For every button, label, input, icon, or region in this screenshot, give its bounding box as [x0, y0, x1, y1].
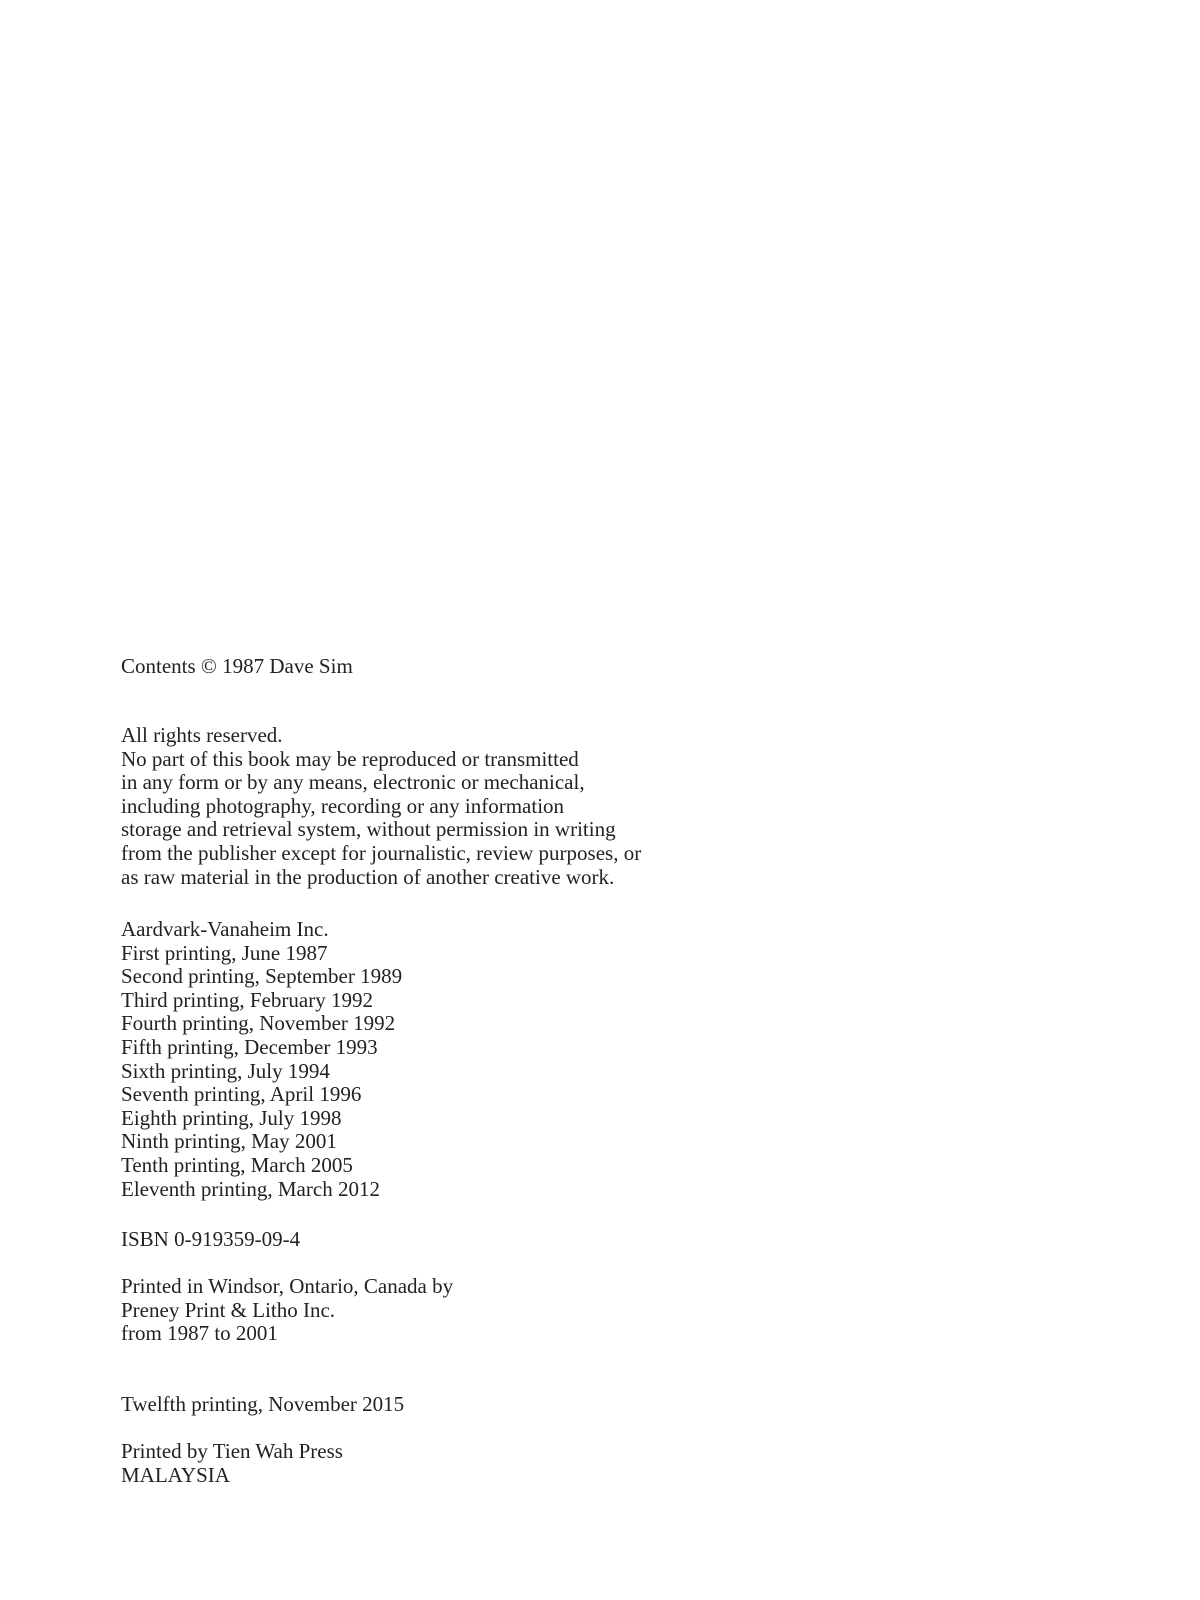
- printer-line: Printed in Windsor, Ontario, Canada by: [121, 1274, 454, 1298]
- printer-country: MALAYSIA: [121, 1462, 230, 1487]
- printing-entry: Fourth printing, November 1992: [121, 1011, 396, 1036]
- rights-line: in any form or by any means, electronic or mechanical,: [121, 770, 585, 795]
- rights-line: including photography, recording or any information: [121, 793, 565, 818]
- twelfth-printing: [121, 1393, 404, 1417]
- isbn-line: ISBN 0-919359-09-4: [121, 1227, 301, 1251]
- second-printer-info: [121, 1440, 343, 1487]
- printing-entry: Second printing, September 1989: [121, 964, 403, 989]
- printer-line: Preney Print & Litho Inc.: [121, 1297, 336, 1322]
- printing-entry: Eighth printing, July 1998: [121, 1105, 342, 1130]
- rights-statement: [121, 724, 641, 889]
- isbn: [121, 1228, 300, 1252]
- rights-line: from the publisher except for journalistic, review purposes, or: [121, 840, 642, 865]
- printing-entry: Tenth printing, March 2005: [121, 1152, 353, 1177]
- printing-entry: First printing, June 1987: [121, 940, 328, 965]
- printer-line: Printed by Tien Wah Press: [121, 1439, 343, 1463]
- rights-line: No part of this book may be reproduced or transmitted: [121, 746, 579, 771]
- printing-entry: Fifth printing, December 1993: [121, 1034, 378, 1059]
- rights-line: All rights reserved.: [121, 723, 283, 747]
- copyright-line: Contents © 1987 Dave Sim: [121, 654, 353, 678]
- printing-entry: Ninth printing, May 2001: [121, 1129, 337, 1154]
- copyright-notice: [121, 655, 353, 679]
- printing-history: [121, 918, 402, 1201]
- printing-entry: Twelfth printing, November 2015: [121, 1392, 405, 1416]
- rights-line: storage and retrieval system, without permission in writing: [121, 817, 616, 842]
- printing-entry: Sixth printing, July 1994: [121, 1058, 330, 1083]
- printing-entry: Eleventh printing, March 2012: [121, 1176, 380, 1201]
- publisher-name: Aardvark-Vanaheim Inc.: [121, 917, 329, 941]
- printer-info: [121, 1275, 453, 1346]
- rights-line: as raw material in the production of another creative work.: [121, 864, 615, 889]
- printing-entry: Third printing, February 1992: [121, 987, 373, 1012]
- printer-line: from 1987 to 2001: [121, 1321, 278, 1346]
- printing-entry: Seventh printing, April 1996: [121, 1082, 362, 1107]
